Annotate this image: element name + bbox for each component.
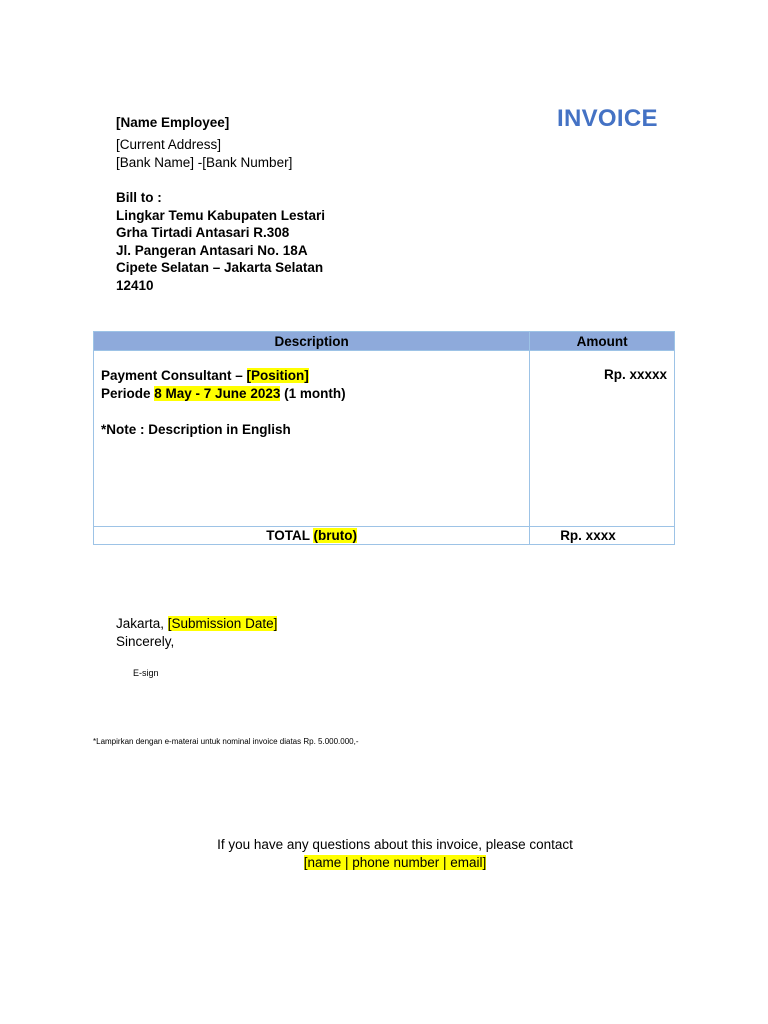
period-label: Periode [101,386,155,401]
contact-block [0,836,768,871]
period-duration: (1 month) [280,386,346,401]
bill-to-line: Grha Tirtadi Antasari R.308 [116,225,290,241]
total-row [94,527,675,545]
sincerely-text: Sincerely, [116,633,175,649]
bill-to-line: Jl. Pangeran Antasari No. 18A [116,242,308,258]
item-amount: Rp. xxxxx [603,367,667,382]
table-header-row [94,332,675,351]
bill-to-block [116,189,325,295]
bill-to-label: Bill to : [116,190,162,205]
invoice-title: INVOICE [557,105,658,132]
total-text: TOTAL [266,528,314,543]
contact-line: If you have any questions about this invoice, please contact [217,837,573,852]
position-placeholder: [Position] [246,368,309,383]
total-amount: Rp. xxxx [530,527,675,545]
bill-to-line: Lingkar Temu Kabupaten Lestari [116,207,326,223]
closing-city: Jakarta, [116,616,168,631]
bill-to-line: 12410 [116,277,154,293]
item-line-1 [101,367,529,385]
item-line-2 [101,385,529,403]
employee-address: [Current Address] [116,137,222,152]
bill-to-line: Cipete Selatan – Jakarta Selatan [116,260,324,276]
description-header: Description [94,332,530,351]
total-label [94,527,530,545]
closing-date-line [116,615,277,633]
footnote: *Lampirkan dengan e-materai untuk nominal invoice diatas Rp. 5.000.000,- [93,737,359,746]
invoice-table [93,331,675,545]
item-title: Payment Consultant – [101,368,247,383]
description-cell [94,351,530,527]
total-bruto: (bruto) [313,528,357,543]
period-dates: 8 May - 7 June 2023 [154,386,281,401]
employee-name: [Name Employee] [116,115,230,130]
table-row [94,351,675,527]
amount-header: Amount [530,332,675,351]
item-note: *Note : Description in English [101,422,291,437]
amount-cell [530,351,675,527]
employee-block [116,114,292,172]
closing-block [116,615,277,650]
submission-date-placeholder: [Submission Date] [167,616,278,631]
contact-placeholder: [name | phone number | email] [303,854,487,870]
esign-label: E-sign [133,668,159,678]
employee-bank: [Bank Name] -[Bank Number] [116,155,293,170]
